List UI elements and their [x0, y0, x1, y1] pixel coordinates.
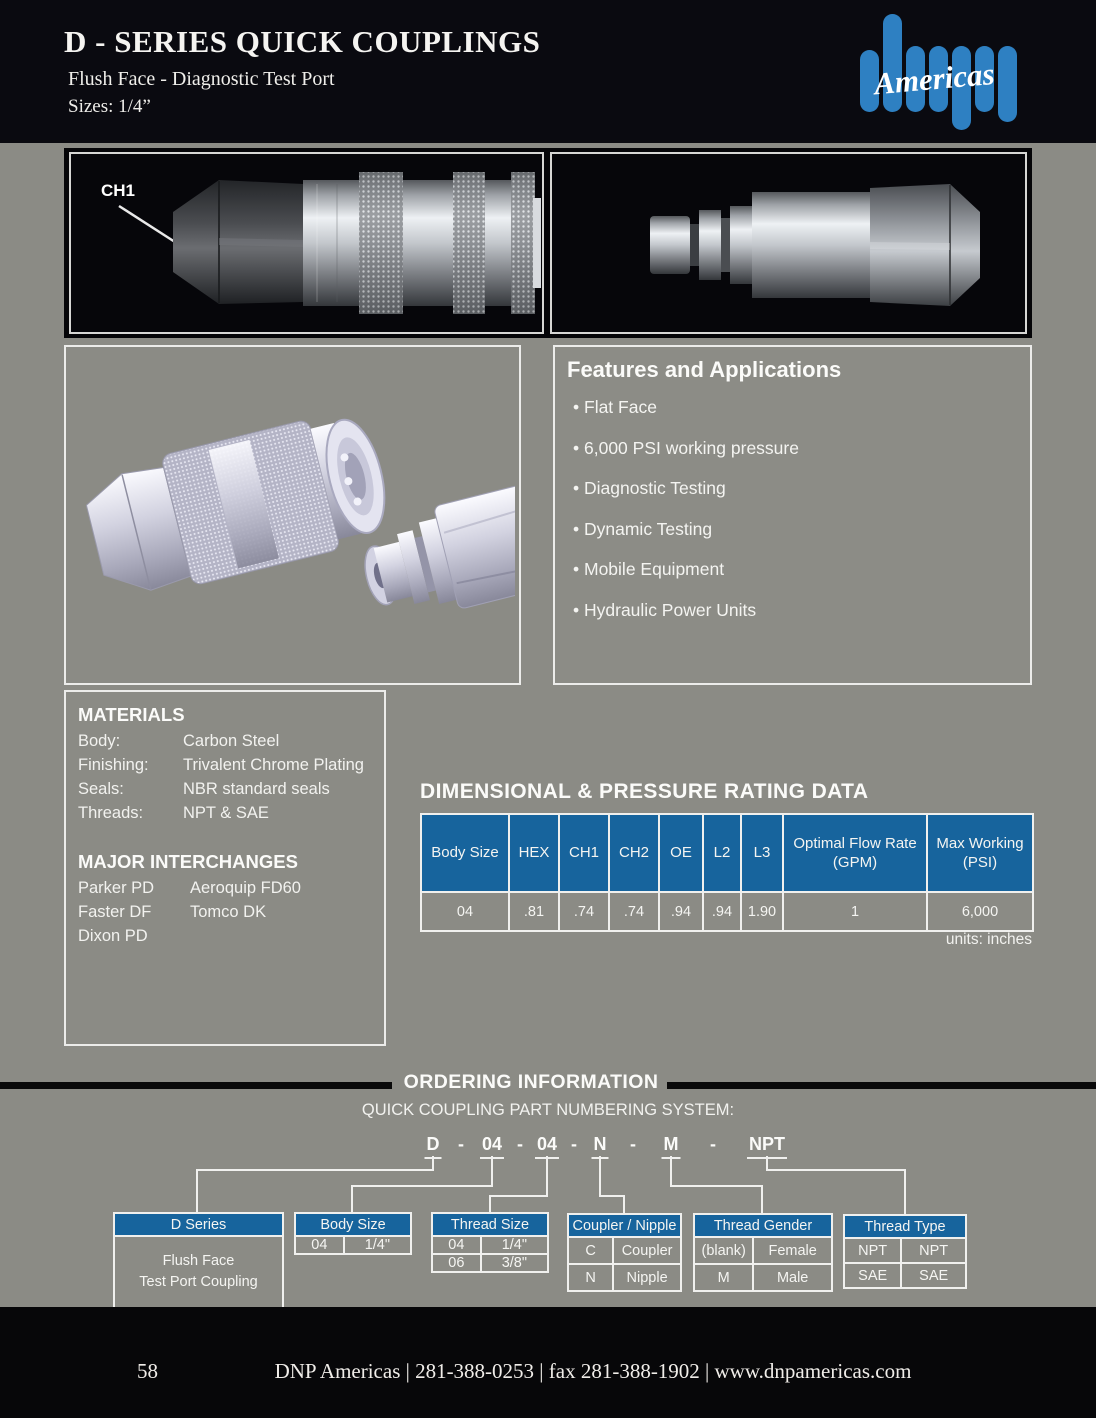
code-cell: 06: [432, 1254, 481, 1272]
material-label: Seals:: [78, 780, 124, 798]
material-row: [78, 754, 384, 777]
features-list: [573, 397, 1030, 621]
value-cell: 1/4": [344, 1236, 411, 1254]
coupler-photo: [69, 152, 544, 334]
interchange-cell: Parker PD: [78, 879, 155, 897]
table-row: [421, 892, 1033, 931]
ch1-label: CH1: [101, 181, 136, 200]
feature-item: • Dynamic Testing: [573, 519, 1030, 540]
ordering-box-body: [114, 1236, 283, 1308]
feature-item: • 6,000 PSI working pressure: [573, 438, 1030, 459]
part-code-nipple: N: [592, 1134, 609, 1159]
value-cell: SAE: [901, 1263, 966, 1288]
code-cell: SAE: [844, 1263, 901, 1288]
interchange-cell: Faster DF: [78, 903, 152, 921]
ordering-box-title: Thread Gender: [694, 1214, 832, 1237]
code-cell: C: [568, 1237, 613, 1264]
interchange-row: [78, 925, 384, 948]
material-row: [78, 802, 384, 825]
ordering-box-body-size: [294, 1212, 412, 1255]
page-title: D - SERIES QUICK COUPLINGS: [64, 24, 541, 59]
code-cell: 04: [295, 1236, 344, 1254]
table-cell: 1.90: [741, 892, 783, 931]
material-row: [78, 730, 384, 753]
table-cell: .94: [703, 892, 741, 931]
material-value: Carbon Steel: [183, 732, 280, 750]
value-cell: Coupler: [613, 1237, 681, 1264]
column-header: CH2: [609, 814, 659, 892]
dimensional-title: DIMENSIONAL & PRESSURE RATING DATA: [420, 780, 869, 803]
materials-title: MATERIALS: [78, 704, 185, 725]
part-code-type: NPT: [747, 1134, 787, 1159]
ordering-box-title: Body Size: [295, 1213, 411, 1236]
nipple-photo: [550, 152, 1027, 334]
page-subtitle: Flush Face - Diagnostic Test Port: [68, 68, 335, 90]
part-code-thread: 04: [535, 1134, 559, 1159]
table-header-row: [421, 814, 1033, 892]
features-title: Features and Applications: [567, 357, 842, 382]
interchange-cell: Tomco DK: [190, 903, 267, 921]
code-cell: M: [694, 1264, 753, 1291]
connector-lines: [0, 1154, 1096, 1216]
column-header: CH1: [559, 814, 609, 892]
ordering-box-title: Coupler / Nipple: [568, 1214, 681, 1237]
column-header: Max Working (PSI): [927, 814, 1033, 892]
part-dash: -: [710, 1134, 716, 1154]
table-cell: .94: [659, 892, 703, 931]
material-value: Trivalent Chrome Plating: [183, 756, 364, 774]
interchanges-title: MAJOR INTERCHANGES: [78, 851, 298, 872]
part-code-series: D: [425, 1134, 442, 1159]
part-code-body: 04: [480, 1134, 504, 1159]
ordering-subtitle: QUICK COUPLING PART NUMBERING SYSTEM:: [361, 1101, 735, 1119]
ordering-box-thread-size: [431, 1212, 549, 1273]
code-cell: N: [568, 1264, 613, 1291]
units-note: units: inches: [945, 931, 1032, 948]
materials-box: [64, 690, 386, 1046]
material-label: Threads:: [78, 804, 144, 822]
code-cell: 04: [432, 1236, 481, 1254]
ordering-box-coupler-nipple: [567, 1213, 682, 1292]
photo-panel: [64, 148, 1032, 338]
ordering-box-thread-gender: [693, 1213, 833, 1292]
ordering-box-title: Thread Size: [432, 1213, 548, 1236]
header: [0, 0, 1096, 143]
part-dash: -: [630, 1134, 636, 1154]
material-row: [78, 778, 384, 801]
value-cell: Male: [753, 1264, 832, 1291]
code-cell: NPT: [844, 1238, 901, 1263]
part-dash: -: [458, 1134, 464, 1154]
value-cell: Nipple: [613, 1264, 681, 1291]
table-cell: 1: [783, 892, 927, 931]
leader-line: [119, 206, 175, 242]
part-code-gender: M: [662, 1134, 681, 1159]
value-cell: 3/8": [481, 1254, 548, 1272]
page-number: 58: [137, 1359, 158, 1383]
material-value: NBR standard seals: [183, 780, 330, 798]
dimensional-table: [420, 813, 1034, 932]
feature-item: • Diagnostic Testing: [573, 478, 1030, 499]
d-series-line1: Flush Face: [162, 1253, 235, 1269]
d-series-line2: Test Port Coupling: [139, 1274, 258, 1290]
value-cell: NPT: [901, 1238, 966, 1263]
material-value: NPT & SAE: [183, 804, 269, 822]
render-panel: [64, 345, 521, 685]
value-cell: 1/4": [481, 1236, 548, 1254]
column-header: Body Size: [421, 814, 509, 892]
ordering-box-title: D Series: [114, 1213, 283, 1236]
material-label: Finishing:: [78, 756, 149, 774]
ordering-box-title: Thread Type: [844, 1215, 966, 1238]
table-cell: 04: [421, 892, 509, 931]
table-cell: .74: [559, 892, 609, 931]
table-cell: .81: [509, 892, 559, 931]
page-sizes: Sizes: 1/4”: [68, 96, 151, 117]
column-header: L3: [741, 814, 783, 892]
ordering-box-thread-type: [843, 1214, 967, 1289]
logo-americas-text: Americas: [872, 55, 996, 102]
code-cell: (blank): [694, 1237, 753, 1264]
column-header: L2: [703, 814, 741, 892]
interchange-row: [78, 901, 384, 924]
table-cell: .74: [609, 892, 659, 931]
footer: [0, 1307, 1096, 1418]
interchange-cell: Dixon PD: [78, 927, 148, 945]
column-header: HEX: [509, 814, 559, 892]
footer-contact: DNP Americas | 281-388-0253 | fax 281-388-1902 | www.dnpamericas.com: [274, 1359, 912, 1383]
features-box: [553, 345, 1032, 685]
feature-item: • Mobile Equipment: [573, 559, 1030, 580]
interchange-row: [78, 877, 384, 900]
column-header: Optimal Flow Rate (GPM): [783, 814, 927, 892]
ordering-title: ORDERING INFORMATION: [403, 1071, 659, 1093]
part-dash: -: [571, 1134, 577, 1154]
coupler-render: [79, 405, 397, 606]
interchange-cell: Aeroquip FD60: [190, 879, 301, 897]
ordering-box-d-series: [113, 1212, 284, 1309]
feature-item: • Hydraulic Power Units: [573, 600, 1030, 621]
part-dash: -: [517, 1134, 523, 1154]
column-header: OE: [659, 814, 703, 892]
feature-item: • Flat Face: [573, 397, 1030, 418]
value-cell: Female: [753, 1237, 832, 1264]
material-label: Body:: [78, 732, 121, 750]
table-cell: 6,000: [927, 892, 1033, 931]
dnp-logo: [852, 4, 1040, 141]
